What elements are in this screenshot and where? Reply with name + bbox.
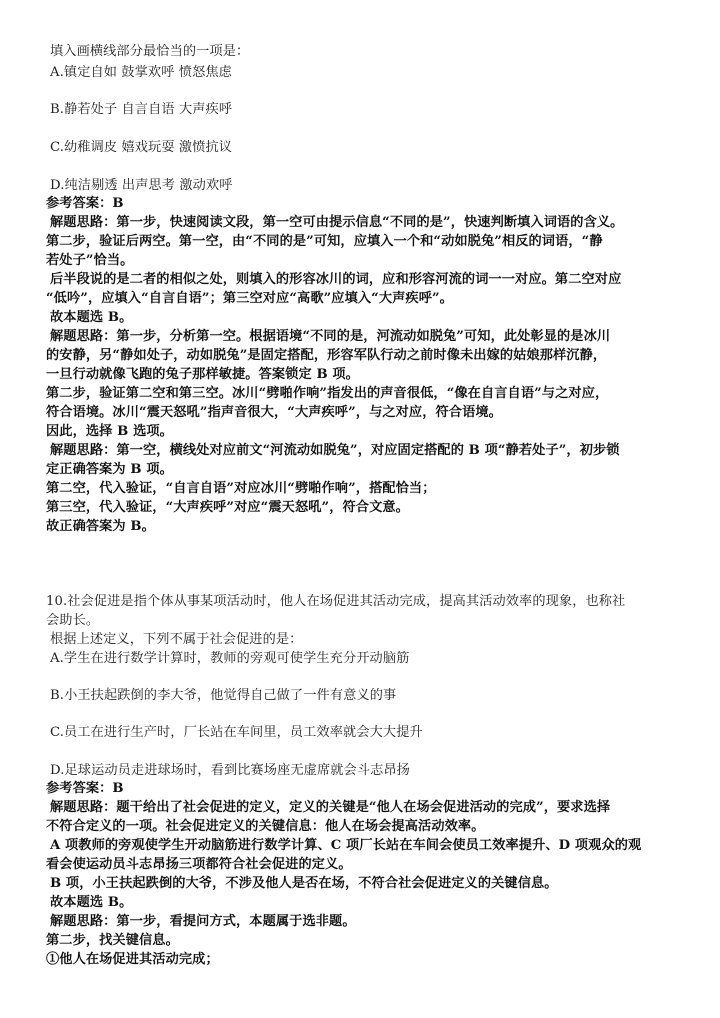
q10-stem-line: 根据上述定义，下列不属于社会促进的是： — [50, 632, 303, 647]
q9-analysis-line: 一旦行动就像飞跑的兔子那样敏捷。答案锁定 B 项。 — [46, 367, 359, 382]
q9-analysis-line: “低吟”，应填入“自言自语”；第三空对应“高歌”应填入“大声疾呼”。 — [46, 291, 453, 306]
q10-option-b: B.小王扶起跌倒的李大爷，他觉得自己做了一件有意义的事 — [50, 688, 397, 703]
q9-option-b: B.静若处子 自言自语 大声疾呼 — [50, 102, 233, 117]
q10-analysis-line: A 项教师的旁观使学生开动脑筋进行数学计算、C 项厂长站在车间会使员工效率提升、D 项观众的观 — [50, 838, 642, 853]
q9-analysis-line: 符合语境。冰川“震天怒吼”指声音很大，“大声疾呼”，与之对应，符合语境。 — [46, 405, 502, 420]
q9-analysis-line: 解题思路：第一空，横线处对应前文“河流动如脱兔”，对应固定搭配的 B 项“静若处子”，初步锁 — [50, 443, 620, 458]
q9-option-d: D.纯洁剔透 出声思考 激动欢呼 — [50, 178, 233, 193]
q9-analysis-line: 定正确答案为 B 项。 — [46, 462, 173, 477]
q10-answer: 参考答案：B — [46, 781, 124, 796]
q10-option-d: D.足球运动员走进球场时，看到比赛场座无虚席就会斗志昂扬 — [50, 763, 410, 778]
q9-option-a: A.镇定自如 鼓掌欢呼 愤怒焦虑 — [50, 65, 232, 80]
q9-analysis-line: 因此，选择 B 选项。 — [46, 424, 173, 439]
q10-analysis-line: 第二步，找关键信息。 — [46, 933, 179, 948]
q9-analysis-line: 若处子”恰当。 — [46, 253, 134, 268]
q9-answer: 参考答案：B — [46, 196, 124, 211]
q10-stem-line: 10.社会促进是指个体从事某项活动时，他人在场促进其活动完成，提高其活动效率的现象，也称社 — [46, 594, 626, 609]
q10-option-c: C.员工在进行生产时，厂长站在车间里，员工效率就会大大提升 — [50, 725, 423, 740]
q10-analysis-line: 故本题选 B。 — [50, 895, 133, 910]
q9-option-c: C.幼稚调皮 嬉戏玩耍 激愤抗议 — [50, 140, 233, 155]
q10-analysis-line: 不符合定义的一项。社会促进定义的关键信息：他人在场会提高活动效率。 — [46, 819, 485, 834]
q9-analysis-line: 解题思路：第一步，分析第一空。根据语境“不同的是，河流动如脱兔”可知，此处彰显的是冰川 — [50, 329, 611, 344]
q9-analysis-line: 第三空，代入验证，“大声疾呼”对应“震天怒吼”，符合文意。 — [46, 500, 409, 515]
q10-stem-line: 会助长。 — [46, 613, 100, 628]
q10-analysis-line: ①他人在场促进其活动完成； — [46, 952, 219, 967]
q10-analysis-line: 解题思路：题干给出了社会促进的定义，定义的关键是“他人在场会促进活动的完成”，要求选择 — [50, 800, 611, 815]
q9-analysis-line: 第二空，代入验证，“自言自语”对应冰川“劈啪作响”，搭配恰当； — [46, 481, 436, 496]
q9-analysis-line: 后半段说的是二者的相似之处，则填入的形容冰川的词，应和形容河流的词一一对应。第二空对应 — [50, 272, 622, 287]
q10-analysis-line: 解题思路：第一步，看提问方式，本题属于选非题。 — [50, 914, 356, 929]
q10-option-a: A.学生在进行数学计算时，教师的旁观可使学生充分开动脑筋 — [50, 651, 410, 666]
q9-analysis-line: 第二步，验证第二空和第三空。冰川“劈啪作响”指发出的声音很低，“像在自言自语”与之对应， — [46, 386, 609, 401]
q10-analysis-line: B 项，小王扶起跌倒的大爷，不涉及他人是否在场，不符合社会促进定义的关键信息。 — [50, 876, 558, 891]
q9-analysis-line: 故本题选 B。 — [50, 310, 133, 325]
q10-analysis-line: 看会使运动员斗志昂扬三项都符合社会促进的定义。 — [46, 857, 352, 872]
q9-analysis-line: 故正确答案为 B。 — [46, 519, 155, 534]
q9-analysis-line: 第二步，验证后两空。第一空，由“不同的是”可知，应填入一个和“动如脱兔”相反的词语，“静 — [46, 234, 603, 249]
q9-stem: 填入画横线部分最恰当的一项是： — [50, 44, 250, 59]
q9-analysis-line: 解题思路：第一步，快速阅读文段，第一空可由提示信息“不同的是”，快速判断填入词语的含义。 — [50, 215, 624, 230]
q9-analysis-line: 的安静，另“静如处子，动如脱兔”是固定搭配，形容军队行动之前时像未出嫁的姑娘那样沉静， — [46, 348, 607, 363]
